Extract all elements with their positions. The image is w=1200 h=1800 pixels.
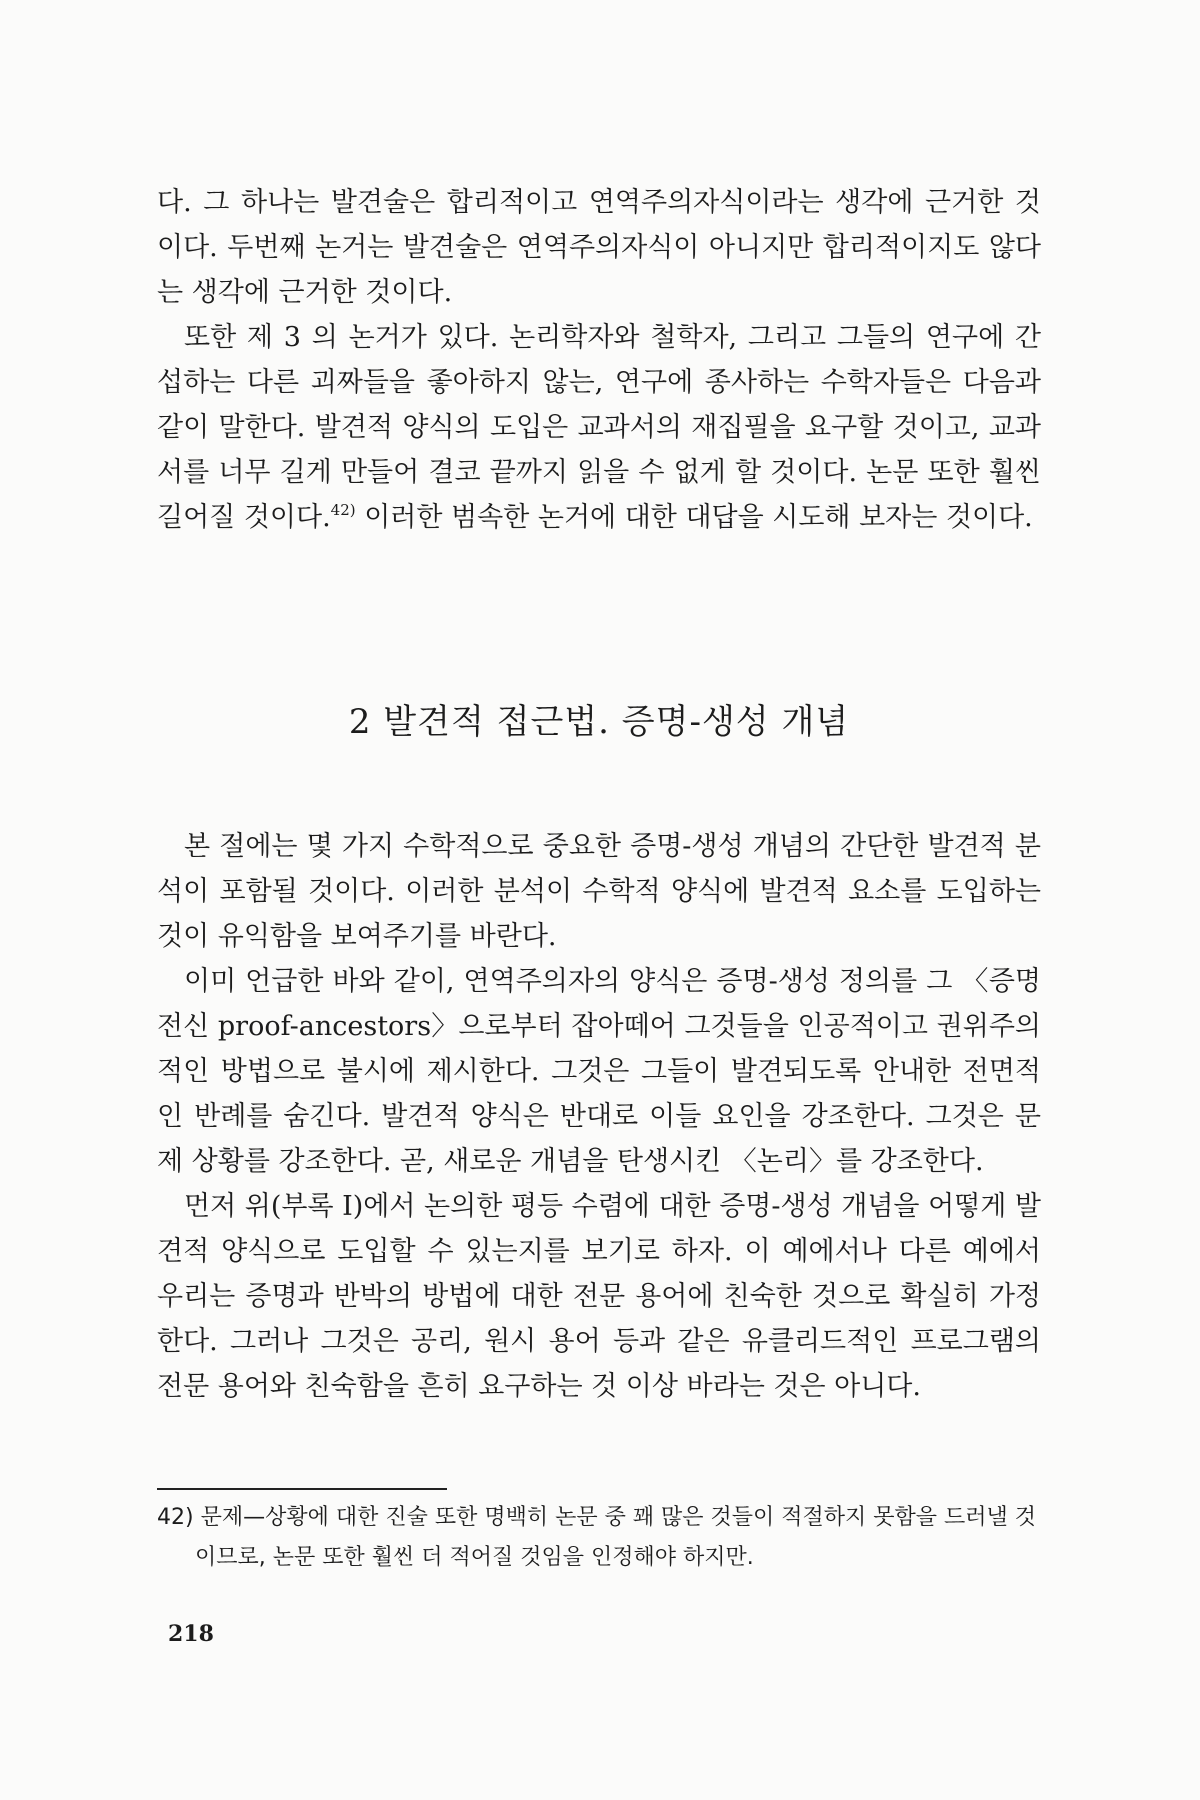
intro-paragraph-1: 다. 그 하나는 발견술은 합리적이고 연역주의자식이라는 생각에 근거한 것이다. 두번째 논거는 발견술은 연역주의자식이 아니지만 합리적이지도 않다는 생각에 근거한 것이다. xyxy=(157,187,1041,308)
footnote-line-2: 이므로, 논문 또한 훨씬 더 적어질 것임을 인정해야 하지만. xyxy=(195,1545,754,1570)
footnote xyxy=(157,1498,1041,1578)
page-number: 218 xyxy=(168,1621,214,1647)
intro-paragraph-2-body: 또한 제 3 의 논거가 있다. 논리학자와 철학자, 그리고 그들의 연구에 간섭하는 다른 괴짜들을 좋아하지 않는, 연구에 종사하는 수학자들은 다음과 같이 말한다. 발견적 양식의 도입은 교과서의 재집필을 요구할 것이고, 교과서를 너무 길게 만들어 결코 끝까지 읽을 수 없게 할 것이다. 논문 또한 훨씬 길어질 것이다. xyxy=(157,322,1041,533)
section-heading: 2 발견적 접근법. 증명-생성 개념 xyxy=(348,702,850,742)
section-body xyxy=(157,824,1041,1409)
footnote-line-1: 42) 문제—상황에 대한 진술 또한 명백히 논문 중 꽤 많은 것들이 적절하지 못함을 드러낼 것 xyxy=(157,1505,1037,1530)
intro-paragraph-2 xyxy=(157,315,1041,540)
footnote-divider xyxy=(157,1488,447,1490)
intro-paragraph-2-tail: 이러한 범속한 논거에 대한 대답을 시도해 보자는 것이다. xyxy=(355,502,1033,533)
section-paragraph-2: 이미 언급한 바와 같이, 연역주의자의 양식은 증명-생성 정의를 그 〈증명 전신 proof-ancestors〉으로부터 잡아떼어 그것들을 인공적이고 권위주의적인 방법으로 불시에 제시한다. 그것은 그들이 발견되도록 안내한 전면적인 반례를 숨긴다. 발견적 양식은 반대로 이들 요인을 강조한다. 그것은 문제 상황를 강조한다. 곧, 새로운 개념을 탄생시킨 〈논리〉를 강조한다. xyxy=(157,966,1041,1177)
intro-text xyxy=(157,180,1041,540)
section-paragraph-3: 먼저 위(부록 I)에서 논의한 평등 수렴에 대한 증명-생성 개념을 어떻게 발견적 양식으로 도입할 수 있는지를 보기로 하자. 이 예에서나 다른 예에서 우리는 증명과 반박의 방법에 대한 전문 용어에 친숙한 것으로 확실히 가정한다. 그러나 그것은 공리, 원시 용어 등과 같은 유클리드적인 프로그램의 전문 용어와 친숙함을 흔히 요구하는 것 이상 바라는 것은 아니다. xyxy=(157,1191,1041,1402)
section-paragraph-1: 본 절에는 몇 가지 수학적으로 중요한 증명-생성 개념의 간단한 발견적 분석이 포함될 것이다. 이러한 분석이 수학적 양식에 발견적 요소를 도입하는 것이 유익함을 보여주기를 바란다. xyxy=(157,831,1041,952)
footnote-reference[interactable]: 42) xyxy=(330,501,356,519)
